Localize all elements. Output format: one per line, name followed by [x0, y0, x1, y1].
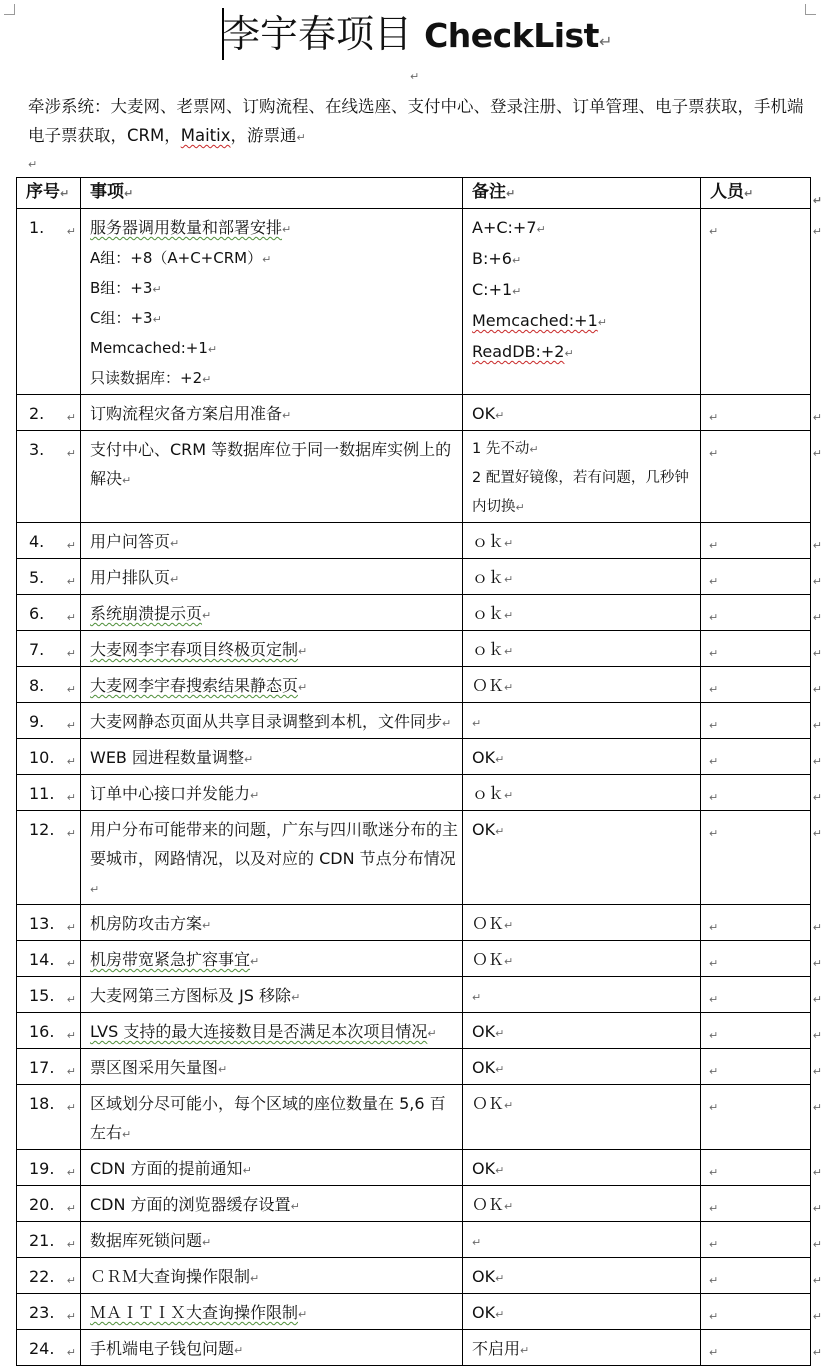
paragraph-mark-icon: ↵ [66, 1346, 76, 1359]
row-person[interactable]: ↵ ↵ [701, 1013, 811, 1049]
row-number: 8. ↵ [17, 667, 81, 703]
row-item[interactable]: ＭＡＩＴＩＸ大查询操作限制↵ [81, 1294, 463, 1330]
row-person[interactable]: ↵ ↵ [701, 1330, 811, 1366]
row-item[interactable]: 系统崩溃提示页↵ [81, 595, 463, 631]
table-row[interactable] [17, 811, 811, 905]
row-person[interactable]: ↵ ↵ [701, 209, 811, 395]
row-item[interactable]: 大麦网第三方图标及 JS 移除↵ [81, 977, 463, 1013]
row-item[interactable]: ＣＲＭ大查询操作限制↵ [81, 1258, 463, 1294]
row-note[interactable]: OK↵ [463, 1258, 701, 1294]
paragraph-mark-icon: ↵ [66, 575, 76, 588]
paragraph-mark-icon: ↵ [66, 225, 76, 238]
paragraph-mark-icon: ↵ [66, 1029, 76, 1042]
paragraph-mark-icon: ↵ [66, 921, 76, 934]
row-person[interactable]: ↵ ↵ [701, 1150, 811, 1186]
row-item[interactable]: 大麦网李宇春项目终极页定制↵ [81, 631, 463, 667]
paragraph-mark-icon: ↵ [66, 1166, 76, 1179]
row-note[interactable]: 不启用↵ [463, 1330, 701, 1366]
row-item[interactable]: 大麦网静态页面从共享目录调整到本机，文件同步↵ [81, 703, 463, 739]
paragraph-mark-icon: ↵ [66, 993, 76, 1006]
row-number: 16. ↵ [17, 1013, 81, 1049]
row-item[interactable]: 手机端电子钱包问题↵ [81, 1330, 463, 1366]
involved-systems-label: 牵涉系统： [28, 97, 111, 116]
row-item[interactable]: 服务器调用数量和部署安排↵ A组：+8（A+C+CRM）↵ B组：+3↵ C组：+3↵ Memcached:+1↵ 只读数据库：+2↵ [81, 209, 463, 395]
title-chinese: 李宇春项目 [222, 12, 425, 56]
paragraph-mark-icon: ↵ [66, 539, 76, 552]
row-number: 22. ↵ [17, 1258, 81, 1294]
row-note[interactable]: A+C:+7↵ B:+6↵ C:+1↵ Memcached:+1↵ ReadDB:+2↵ [463, 209, 701, 395]
paragraph-mark-icon: ↵ [66, 647, 76, 660]
row-number: 19. ↵ [17, 1150, 81, 1186]
row-number: 24. ↵ [17, 1330, 81, 1366]
header-person: 人员↵ ↵ [701, 178, 811, 209]
row-number: 1. ↵ [17, 209, 81, 395]
page-corner-mark-right [805, 4, 816, 15]
row-number: 10. ↵ [17, 739, 81, 775]
row-item[interactable]: WEB 园进程数量调整↵ [81, 739, 463, 775]
table-row[interactable] [17, 209, 811, 395]
table-row[interactable] [17, 905, 811, 941]
row-number: 3. ↵ [17, 431, 81, 523]
row-person[interactable]: ↵ ↵ [701, 941, 811, 977]
paragraph-mark-icon: ↵ [66, 1202, 76, 1215]
row-number: 15. ↵ [17, 977, 81, 1013]
checklist-body [17, 209, 822, 1366]
row-note[interactable]: OK↵ [463, 1049, 701, 1085]
row-note[interactable]: OK↵ [463, 739, 701, 775]
row-person[interactable]: ↵ ↵ [701, 775, 811, 811]
paragraph-mark-icon: ↵ [66, 827, 76, 840]
paragraph-mark-icon: ↵ [66, 1274, 76, 1287]
row-item[interactable]: 数据库死锁问题↵ [81, 1222, 463, 1258]
paragraph-mark-icon: ↵ [66, 1310, 76, 1323]
row-number: 11. ↵ [17, 775, 81, 811]
row-item[interactable]: 订购流程灾备方案启用准备↵ [81, 395, 463, 431]
row-note[interactable]: OK↵ [463, 1150, 701, 1186]
table-row[interactable] [17, 1186, 811, 1222]
table-row[interactable] [17, 703, 811, 739]
row-number: 5. ↵ [17, 559, 81, 595]
row-item[interactable]: LVS 支持的最大连接数目是否满足本次项目情况↵ [81, 1013, 463, 1049]
row-note[interactable]: OK↵ [463, 811, 701, 905]
table-row[interactable] [17, 1150, 811, 1186]
table-row[interactable] [17, 977, 811, 1013]
table-row[interactable] [17, 1049, 811, 1085]
row-item[interactable]: 订单中心接口并发能力↵ [81, 775, 463, 811]
row-item[interactable]: 机房带宽紧急扩容事宜↵ [81, 941, 463, 977]
row-item[interactable]: 用户分布可能带来的问题，广东与四川歌迷分布的主要城市，网路情况，以及对应的 CDN 节点分布情况↵ [81, 811, 463, 905]
paragraph-mark-icon: ↵ [66, 411, 76, 424]
row-note[interactable]: ｏｋ↵ [463, 775, 701, 811]
row-number: 14. ↵ [17, 941, 81, 977]
row-note[interactable]: ＯＫ↵ [463, 941, 701, 977]
row-number: 12. ↵ [17, 811, 81, 905]
table-row[interactable] [17, 559, 811, 595]
row-person[interactable]: ↵ ↵ [701, 977, 811, 1013]
row-note[interactable]: ｏｋ↵ [463, 595, 701, 631]
table-row[interactable] [17, 631, 811, 667]
row-number: 13. ↵ [17, 905, 81, 941]
row-note[interactable]: OK↵ [463, 1294, 701, 1330]
row-note[interactable]: ｏｋ↵ [463, 523, 701, 559]
page-corner-mark-left [4, 4, 15, 15]
row-item[interactable]: CDN 方面的浏览器缓存设置↵ [81, 1186, 463, 1222]
header-seq: 序号↵ [17, 178, 81, 209]
row-person[interactable]: ↵ ↵ [701, 739, 811, 775]
document-title[interactable] [222, 6, 612, 62]
paragraph-mark-icon: ↵ [66, 1065, 76, 1078]
row-person[interactable]: ↵ ↵ [701, 1294, 811, 1330]
row-number: 21. ↵ [17, 1222, 81, 1258]
paragraph-mark-icon: ↵ [66, 1101, 76, 1114]
row-note[interactable]: ＯＫ↵ [463, 1186, 701, 1222]
row-item[interactable]: 区域划分尽可能小，每个区域的座位数量在 5,6 百左右↵ [81, 1085, 463, 1150]
paragraph-mark-icon: ↵ [66, 755, 76, 768]
row-item[interactable]: 机房防攻击方案↵ [81, 905, 463, 941]
paragraph-mark-icon: ↵ [66, 957, 76, 970]
row-note[interactable]: ｏｋ↵ [463, 631, 701, 667]
row-person[interactable]: ↵ ↵ [701, 1049, 811, 1085]
table-row[interactable] [17, 431, 811, 523]
table-row[interactable] [17, 1258, 811, 1294]
row-person[interactable]: ↵ ↵ [701, 1258, 811, 1294]
row-person[interactable]: ↵ ↵ [701, 703, 811, 739]
row-person[interactable]: ↵ ↵ [701, 667, 811, 703]
row-person[interactable]: ↵ ↵ [701, 559, 811, 595]
paragraph-mark-icon: ↵ [598, 32, 613, 51]
table-row[interactable] [17, 1085, 811, 1150]
table-row[interactable] [17, 739, 811, 775]
row-person[interactable]: ↵ ↵ [701, 1222, 811, 1258]
row-number: 20. ↵ [17, 1186, 81, 1222]
maitix-word: Maitix [180, 126, 231, 145]
checklist-table [16, 177, 822, 1366]
row-note[interactable]: ↵ [463, 1222, 701, 1258]
involved-systems-tail: ，游票通 [230, 126, 297, 145]
row-number: 7. ↵ [17, 631, 81, 667]
row-number: 23. ↵ [17, 1294, 81, 1330]
table-row[interactable] [17, 523, 811, 559]
involved-systems-text: 大麦网、老票网、订购流程、在线选座、支付中心、登录注册、订单管理、电子票获取，手机端电子票获取，CRM， [28, 97, 804, 145]
table-row[interactable] [17, 775, 811, 811]
paragraph-mark-icon: ↵ [66, 719, 76, 732]
row-person[interactable]: ↵ ↵ [701, 1085, 811, 1150]
table-row[interactable] [17, 667, 811, 703]
row-person[interactable]: ↵ ↵ [701, 1186, 811, 1222]
row-note[interactable]: 1 先不动↵ 2 配置好镜像，若有问题，几秒钟内切换↵ [463, 431, 701, 523]
row-item[interactable]: CDN 方面的提前通知↵ [81, 1150, 463, 1186]
table-row[interactable] [17, 941, 811, 977]
row-note[interactable]: ↵ [463, 703, 701, 739]
row-number: 18. ↵ [17, 1085, 81, 1150]
row-note[interactable]: ＯＫ↵ [463, 667, 701, 703]
row-number: 2. ↵ [17, 395, 81, 431]
table-row[interactable] [17, 1013, 811, 1049]
row-item[interactable]: 大麦网李宇春搜索结果静态页↵ [81, 667, 463, 703]
row-person[interactable]: ↵ ↵ [701, 631, 811, 667]
row-item[interactable]: 用户问答页↵ [81, 523, 463, 559]
paragraph-mark-icon: ↵ [410, 70, 420, 83]
involved-systems-paragraph[interactable] [28, 92, 818, 152]
table-header-row [17, 178, 811, 209]
paragraph-mark-icon: ↵ [66, 791, 76, 804]
paragraph-mark-icon: ↵ [66, 611, 76, 624]
row-person[interactable]: ↵ ↵ [701, 905, 811, 941]
row-note[interactable]: ＯＫ↵ [463, 905, 701, 941]
paragraph-mark-icon: ↵ [28, 158, 38, 171]
row-note[interactable]: ｏｋ↵ [463, 559, 701, 595]
row-person[interactable]: ↵ ↵ [701, 431, 811, 523]
table-row[interactable] [17, 1330, 811, 1366]
row-note[interactable]: ＯＫ↵ [463, 1085, 701, 1150]
table-row[interactable] [17, 1222, 811, 1258]
row-note[interactable]: OK↵ [463, 395, 701, 431]
paragraph-mark-icon: ↵ [66, 447, 76, 460]
paragraph-mark-icon: ↵ [66, 1238, 76, 1251]
row-person[interactable]: ↵ ↵ [701, 595, 811, 631]
table-row[interactable] [17, 1294, 811, 1330]
table-row[interactable] [17, 395, 811, 431]
row-person[interactable]: ↵ ↵ [701, 523, 811, 559]
row-person[interactable]: ↵ ↵ [701, 395, 811, 431]
header-item: 事项↵ [81, 178, 463, 209]
row-number: 17. ↵ [17, 1049, 81, 1085]
row-number: 6. ↵ [17, 595, 81, 631]
row-person[interactable]: ↵ ↵ [701, 811, 811, 905]
row-note[interactable]: ↵ [463, 977, 701, 1013]
row-number: 4. ↵ [17, 523, 81, 559]
row-number: 9. ↵ [17, 703, 81, 739]
paragraph-mark-icon: ↵ [296, 131, 306, 144]
paragraph-mark-icon: ↵ [66, 683, 76, 696]
row-note[interactable]: OK↵ [463, 1013, 701, 1049]
row-item[interactable]: 用户排队页↵ [81, 559, 463, 595]
row-item[interactable]: 支付中心、CRM 等数据库位于同一数据库实例上的解决↵ [81, 431, 463, 523]
table-row[interactable] [17, 595, 811, 631]
row-item[interactable]: 票区图采用矢量图↵ [81, 1049, 463, 1085]
title-english: CheckList [424, 16, 599, 55]
header-note: 备注↵ [463, 178, 701, 209]
